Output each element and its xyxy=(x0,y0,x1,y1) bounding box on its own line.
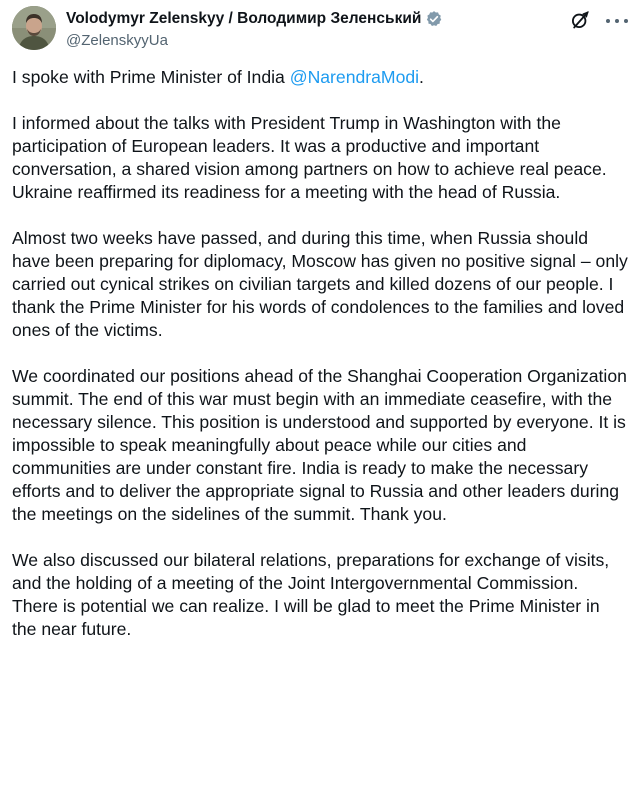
author-names xyxy=(66,8,566,51)
post-paragraph-3: Almost two weeks have passed, and during this time, when Russia should have been preparing for diplomacy, Moscow has given no positive signal – only carried out cynical strikes on civilian targets and killed dozens of our people. I thank the Prime Minister for his words of condolences to the families and loved ones of the victims. xyxy=(12,228,628,340)
post-text xyxy=(12,66,628,664)
avatar[interactable] xyxy=(12,6,56,50)
post-text-segment: I spoke with Prime Minister of India xyxy=(12,67,290,87)
more-dot xyxy=(606,19,610,23)
more-dot xyxy=(615,19,619,23)
display-name-row xyxy=(66,8,566,30)
mention-link[interactable]: @NarendraModi xyxy=(289,67,420,87)
display-name[interactable]: Volodymyr Zelenskyy / Володимир Зеленський xyxy=(66,10,422,27)
post-paragraph-1 xyxy=(12,66,628,89)
post-paragraph-5: We also discussed our bilateral relations, preparations for exchange of visits, and the holding of a meeting of the Joint Intergovernmental Commission. There is potential we can realize. I will be glad to meet the Prime Minister in the near future. xyxy=(12,550,610,639)
post-paragraph-2: I informed about the talks with President Trump in Washington with the participation of European leaders. It was a productive and important conversation, a shared vision among partners on how to achieve real peace. Ukraine reaffirmed its readiness for a meeting with the head of Russia. xyxy=(12,113,607,202)
post-text-segment: . xyxy=(419,67,424,87)
grok-icon[interactable] xyxy=(570,10,590,30)
verified-badge-icon[interactable] xyxy=(425,10,443,28)
avatar-image xyxy=(12,6,56,50)
more-options-icon[interactable] xyxy=(606,10,628,32)
post-paragraph-4: We coordinated our positions ahead of the Shanghai Cooperation Organization summit. The end of this war must begin with an immediate ceasefire, with the necessary silence. This position is understood and supported by everyone. It is impossible to speak meaningfully about peace while our cities and communities are under constant fire. India is ready to make the necessary efforts and to deliver the appropriate signal to Russia and other leaders during the meetings on the sidelines of the summit. Thank you. xyxy=(12,366,627,524)
post-header xyxy=(12,6,628,54)
more-dot xyxy=(624,19,628,23)
author-handle[interactable]: @ZelenskyyUa xyxy=(66,32,168,49)
